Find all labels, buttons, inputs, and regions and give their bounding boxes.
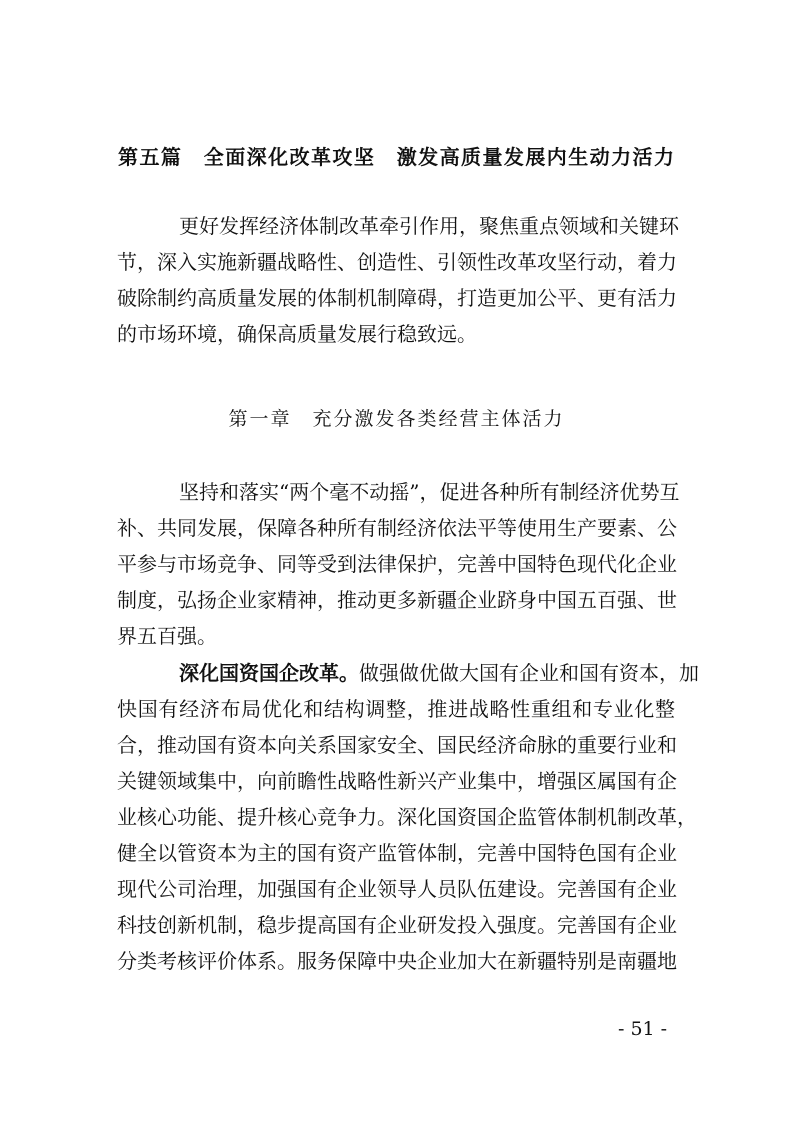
text-line: 分类考核评价体系。服务保障中央企业加大在新疆特别是南疆地	[117, 949, 677, 973]
text-line: 平参与市场竞争、同等受到法律保护，完善中国特色现代化企业	[117, 552, 677, 576]
paragraph-1	[117, 474, 680, 654]
text-line: 界五百强。	[117, 624, 217, 648]
text-line: 的市场环境，确保高质量发展行稳致远。	[117, 322, 477, 346]
text-line: 关键领域集中，向前瞻性战略性新兴产业集中，增强区属国有企	[117, 769, 677, 793]
text-line: 现代公司治理，加强国有企业领导人员队伍建设。完善国有企业	[117, 877, 677, 901]
text-line: 更好发挥经济体制改革牵引作用，聚焦重点领域和关键环	[179, 214, 679, 238]
paragraph-lead: 深化国资国企改革。	[179, 661, 359, 685]
chapter-title: 第一章 充分激发各类经营主体活力	[228, 408, 565, 430]
text-line: 制度，弘扬企业家精神，推动更多新疆企业跻身中国五百强、世	[117, 588, 677, 612]
text-line: 坚持和落实“两个毫不动摇”，促进各种所有制经济优势互	[179, 480, 680, 504]
text-line: 补、共同发展，保障各种所有制经济依法平等使用生产要素、公	[117, 516, 677, 540]
intro-paragraph	[117, 208, 679, 352]
text-line: 破除制约高质量发展的体制机制障碍，打造更加公平、更有活力	[117, 286, 677, 310]
paragraph-2	[117, 655, 699, 979]
text-line	[117, 655, 699, 691]
text-line: 科技创新机制，稳步提高国有企业研发投入强度。完善国有企业	[117, 913, 677, 937]
part-title: 第五篇 全面深化改革攻坚 激发高质量发展内生动力活力	[118, 145, 674, 169]
text-line-rest: 做强做优做大国有企业和国有资本，加	[359, 661, 699, 685]
text-line: 业核心功能、提升核心竞争力。深化国资国企监管体制机制改革，	[117, 805, 697, 829]
text-line: 快国有经济布局优化和结构调整，推进战略性重组和专业化整	[117, 697, 675, 721]
text-line: 健全以管资本为主的国有资产监管体制，完善中国特色国有企业	[117, 841, 677, 865]
text-line: 合，推动国有资本向关系国家安全、国民经济命脉的重要行业和	[117, 733, 677, 757]
text-line: 节，深入实施新疆战略性、创造性、引领性改革攻坚行动，着力	[117, 250, 677, 274]
page-number: - 51 -	[618, 1018, 668, 1040]
